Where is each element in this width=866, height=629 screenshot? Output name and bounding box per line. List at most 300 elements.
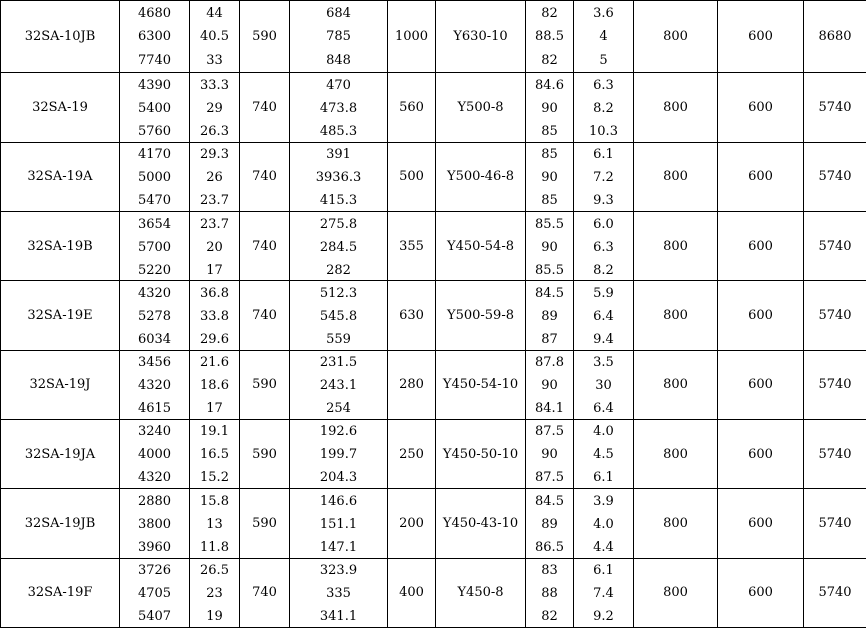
flow-cell-stack bbox=[120, 282, 189, 349]
flow-cell bbox=[120, 1, 190, 73]
flow-cell bbox=[120, 142, 190, 211]
efficiency-cell-stack bbox=[526, 143, 573, 210]
head-cell-stack bbox=[190, 351, 239, 418]
head-cell-value: 40.5 bbox=[200, 29, 229, 45]
motor-model-cell-value: Y450-54-10 bbox=[442, 377, 519, 393]
flow-cell-value: 5400 bbox=[137, 100, 172, 116]
shaft-power-cell-stack bbox=[290, 420, 387, 487]
weight-cell bbox=[804, 281, 866, 350]
head-cell-stack bbox=[190, 74, 239, 141]
inlet-cell-value: 800 bbox=[663, 307, 688, 323]
head-cell-stack bbox=[190, 490, 239, 557]
model-cell-value: 32SA-19J bbox=[29, 377, 91, 393]
motor-power-cell bbox=[388, 558, 436, 627]
head-cell-stack bbox=[190, 559, 239, 626]
head-cell-value: 29.3 bbox=[200, 147, 229, 163]
npsh-cell-value: 3.9 bbox=[593, 493, 614, 509]
speed-cell bbox=[240, 1, 290, 73]
npsh-cell bbox=[574, 558, 634, 627]
npsh-cell-value: 8.2 bbox=[593, 262, 614, 278]
npsh-cell-value: 9.3 bbox=[593, 193, 614, 209]
inlet-cell bbox=[634, 489, 718, 558]
flow-cell-stack bbox=[120, 351, 189, 418]
efficiency-cell-value: 87.8 bbox=[535, 355, 564, 371]
weight-cell bbox=[804, 350, 866, 419]
flow-cell-stack bbox=[120, 420, 189, 487]
weight-cell-value: 8680 bbox=[818, 29, 852, 45]
shaft-power-cell-value: 470 bbox=[326, 77, 351, 93]
flow-cell-value: 3800 bbox=[137, 516, 172, 532]
shaft-power-cell-value: 323.9 bbox=[319, 563, 358, 579]
shaft-power-cell-stack bbox=[290, 74, 387, 141]
efficiency-cell-value: 87.5 bbox=[535, 424, 564, 440]
flow-cell-value: 3240 bbox=[137, 424, 172, 440]
flow-cell-stack bbox=[120, 74, 189, 141]
efficiency-cell-value: 90 bbox=[541, 378, 558, 394]
efficiency-cell bbox=[526, 142, 574, 211]
efficiency-cell-value: 82 bbox=[541, 609, 558, 625]
npsh-cell bbox=[574, 73, 634, 142]
npsh-cell-stack bbox=[574, 490, 633, 557]
efficiency-cell-value: 90 bbox=[541, 239, 558, 255]
model-cell bbox=[1, 73, 120, 142]
model-cell bbox=[1, 419, 120, 488]
model-cell bbox=[1, 1, 120, 73]
speed-cell-value: 590 bbox=[252, 515, 277, 531]
shaft-power-cell-value: 151.1 bbox=[319, 516, 358, 532]
flow-cell bbox=[120, 281, 190, 350]
head-cell-value: 16.5 bbox=[200, 447, 229, 463]
motor-model-cell bbox=[436, 558, 526, 627]
inlet-cell-value: 800 bbox=[663, 515, 688, 531]
inlet-cell bbox=[634, 281, 718, 350]
efficiency-cell-value: 82 bbox=[541, 52, 558, 68]
efficiency-cell-stack bbox=[526, 213, 573, 280]
outlet-cell-value: 600 bbox=[748, 307, 773, 323]
shaft-power-cell bbox=[290, 212, 388, 281]
head-cell-stack bbox=[190, 213, 239, 280]
npsh-cell-value: 4.0 bbox=[593, 424, 614, 440]
efficiency-cell-stack bbox=[526, 559, 573, 626]
npsh-cell bbox=[574, 1, 634, 73]
inlet-cell-value: 800 bbox=[663, 585, 688, 601]
head-cell bbox=[190, 281, 240, 350]
shaft-power-cell bbox=[290, 489, 388, 558]
model-cell-value: 32SA-19B bbox=[27, 238, 93, 254]
speed-cell bbox=[240, 142, 290, 211]
head-cell-value: 23.7 bbox=[200, 216, 229, 232]
flow-cell-value: 5000 bbox=[137, 170, 172, 186]
shaft-power-cell-value: 199.7 bbox=[319, 447, 358, 463]
npsh-cell-stack bbox=[574, 351, 633, 418]
efficiency-cell-value: 86.5 bbox=[535, 539, 564, 555]
motor-model-cell bbox=[436, 1, 526, 73]
efficiency-cell-stack bbox=[526, 74, 573, 141]
inlet-cell-value: 800 bbox=[663, 446, 688, 462]
npsh-cell-value: 6.1 bbox=[593, 563, 614, 579]
motor-model-cell-value: Y630-10 bbox=[453, 29, 508, 45]
flow-cell bbox=[120, 558, 190, 627]
npsh-cell-value: 9.2 bbox=[593, 609, 614, 625]
npsh-cell bbox=[574, 489, 634, 558]
head-cell-value: 23 bbox=[206, 586, 223, 602]
npsh-cell-stack bbox=[574, 74, 633, 141]
outlet-cell bbox=[718, 73, 804, 142]
motor-model-cell-value: Y450-50-10 bbox=[442, 446, 519, 462]
flow-cell-value: 3456 bbox=[137, 355, 172, 371]
flow-cell-value: 4320 bbox=[137, 285, 172, 301]
flow-cell-stack bbox=[120, 2, 189, 72]
table-row bbox=[1, 281, 866, 350]
motor-power-cell bbox=[388, 419, 436, 488]
motor-model-cell-value: Y500-46-8 bbox=[447, 169, 514, 185]
motor-model-cell bbox=[436, 73, 526, 142]
outlet-cell-value: 600 bbox=[748, 169, 773, 185]
motor-power-cell bbox=[388, 489, 436, 558]
flow-cell-value: 4320 bbox=[137, 378, 172, 394]
efficiency-cell-value: 88 bbox=[541, 586, 558, 602]
head-cell-value: 19 bbox=[206, 609, 223, 625]
outlet-cell bbox=[718, 142, 804, 211]
motor-power-cell-value: 200 bbox=[399, 515, 424, 531]
weight-cell bbox=[804, 489, 866, 558]
weight-cell-value: 5740 bbox=[818, 585, 852, 601]
head-cell-value: 17 bbox=[206, 262, 223, 278]
efficiency-cell-value: 88.5 bbox=[535, 29, 564, 45]
speed-cell-value: 740 bbox=[252, 238, 277, 254]
efficiency-cell-value: 84.5 bbox=[535, 493, 564, 509]
flow-cell bbox=[120, 73, 190, 142]
weight-cell bbox=[804, 212, 866, 281]
motor-power-cell-value: 500 bbox=[399, 169, 424, 185]
model-cell-value: 32SA-19F bbox=[27, 585, 93, 601]
model-cell bbox=[1, 212, 120, 281]
head-cell-value: 29.6 bbox=[200, 331, 229, 347]
head-cell-value: 20 bbox=[206, 239, 223, 255]
shaft-power-cell bbox=[290, 1, 388, 73]
efficiency-cell-value: 90 bbox=[541, 100, 558, 116]
outlet-cell bbox=[718, 558, 804, 627]
npsh-cell-value: 9.4 bbox=[593, 331, 614, 347]
motor-model-cell bbox=[436, 419, 526, 488]
speed-cell bbox=[240, 212, 290, 281]
inlet-cell bbox=[634, 1, 718, 73]
npsh-cell-value: 7.4 bbox=[593, 586, 614, 602]
model-cell bbox=[1, 281, 120, 350]
head-cell-value: 33.3 bbox=[200, 77, 229, 93]
npsh-cell-value: 6.3 bbox=[593, 77, 614, 93]
npsh-cell-stack bbox=[574, 282, 633, 349]
efficiency-cell-value: 85 bbox=[541, 147, 558, 163]
efficiency-cell-stack bbox=[526, 351, 573, 418]
outlet-cell-value: 600 bbox=[748, 585, 773, 601]
motor-model-cell-value: Y500-59-8 bbox=[447, 307, 514, 323]
efficiency-cell bbox=[526, 1, 574, 73]
weight-cell bbox=[804, 1, 866, 73]
npsh-cell-value: 8.2 bbox=[593, 100, 614, 116]
model-cell-value: 32SA-19JA bbox=[24, 446, 96, 462]
motor-power-cell-value: 560 bbox=[399, 100, 424, 115]
head-cell-value: 21.6 bbox=[200, 355, 229, 371]
flow-cell-stack bbox=[120, 559, 189, 626]
efficiency-cell bbox=[526, 419, 574, 488]
efficiency-cell bbox=[526, 212, 574, 281]
outlet-cell bbox=[718, 419, 804, 488]
shaft-power-cell-value: 243.1 bbox=[319, 378, 358, 394]
flow-cell bbox=[120, 212, 190, 281]
shaft-power-cell-value: 391 bbox=[326, 147, 351, 163]
motor-model-cell-value: Y500-8 bbox=[457, 100, 504, 115]
shaft-power-cell-value: 785 bbox=[326, 29, 351, 45]
inlet-cell-value: 800 bbox=[663, 169, 688, 185]
motor-power-cell bbox=[388, 1, 436, 73]
npsh-cell bbox=[574, 212, 634, 281]
head-cell-stack bbox=[190, 2, 239, 72]
efficiency-cell-value: 90 bbox=[541, 447, 558, 463]
weight-cell-value: 5740 bbox=[818, 100, 852, 115]
shaft-power-cell-stack bbox=[290, 2, 387, 72]
flow-cell-value: 3726 bbox=[137, 563, 172, 579]
motor-model-cell bbox=[436, 350, 526, 419]
motor-model-cell bbox=[436, 281, 526, 350]
flow-cell-value: 5278 bbox=[137, 308, 172, 324]
flow-cell bbox=[120, 489, 190, 558]
npsh-cell-value: 30 bbox=[595, 378, 612, 394]
model-cell-value: 32SA-19A bbox=[27, 169, 93, 185]
shaft-power-cell-value: 545.8 bbox=[319, 308, 358, 324]
npsh-cell-value: 4.5 bbox=[593, 447, 614, 463]
inlet-cell-value: 800 bbox=[663, 29, 688, 45]
motor-power-cell bbox=[388, 142, 436, 211]
shaft-power-cell-value: 335 bbox=[326, 586, 351, 602]
motor-model-cell-value: Y450-54-8 bbox=[447, 238, 514, 254]
speed-cell-value: 740 bbox=[252, 307, 277, 323]
head-cell-value: 26.5 bbox=[200, 563, 229, 579]
efficiency-cell-value: 85 bbox=[541, 123, 558, 139]
inlet-cell bbox=[634, 350, 718, 419]
weight-cell-value: 5740 bbox=[818, 515, 852, 531]
outlet-cell-value: 600 bbox=[748, 100, 773, 115]
shaft-power-cell-value: 485.3 bbox=[319, 123, 358, 139]
flow-cell-value: 4615 bbox=[137, 401, 172, 417]
shaft-power-cell-value: 559 bbox=[326, 331, 351, 347]
npsh-cell-stack bbox=[574, 559, 633, 626]
speed-cell bbox=[240, 419, 290, 488]
head-cell bbox=[190, 558, 240, 627]
inlet-cell-value: 800 bbox=[663, 238, 688, 254]
table-row bbox=[1, 142, 866, 211]
efficiency-cell bbox=[526, 489, 574, 558]
flow-cell-value: 7740 bbox=[137, 52, 172, 68]
npsh-cell-value: 6.3 bbox=[593, 239, 614, 255]
shaft-power-cell-value: 415.3 bbox=[319, 193, 358, 209]
npsh-cell-value: 4 bbox=[599, 29, 608, 45]
motor-model-cell bbox=[436, 212, 526, 281]
table-row bbox=[1, 419, 866, 488]
inlet-cell bbox=[634, 142, 718, 211]
efficiency-cell-value: 85.5 bbox=[535, 216, 564, 232]
flow-cell bbox=[120, 350, 190, 419]
weight-cell-value: 5740 bbox=[818, 169, 852, 185]
npsh-cell bbox=[574, 142, 634, 211]
flow-cell-value: 6034 bbox=[137, 331, 172, 347]
table-row bbox=[1, 1, 866, 73]
npsh-cell-value: 4.4 bbox=[593, 539, 614, 555]
shaft-power-cell-value: 341.1 bbox=[319, 609, 358, 625]
flow-cell-stack bbox=[120, 143, 189, 210]
speed-cell bbox=[240, 350, 290, 419]
npsh-cell-value: 7.2 bbox=[593, 170, 614, 186]
flow-cell-stack bbox=[120, 490, 189, 557]
efficiency-cell bbox=[526, 350, 574, 419]
npsh-cell-value: 10.3 bbox=[589, 123, 618, 139]
efficiency-cell-stack bbox=[526, 2, 573, 72]
motor-model-cell bbox=[436, 142, 526, 211]
head-cell bbox=[190, 419, 240, 488]
outlet-cell bbox=[718, 350, 804, 419]
npsh-cell bbox=[574, 350, 634, 419]
efficiency-cell-value: 87.5 bbox=[535, 470, 564, 486]
flow-cell-value: 4000 bbox=[137, 447, 172, 463]
motor-power-cell-value: 280 bbox=[399, 377, 424, 393]
weight-cell bbox=[804, 419, 866, 488]
npsh-cell-value: 6.1 bbox=[593, 147, 614, 163]
weight-cell bbox=[804, 73, 866, 142]
table-row bbox=[1, 350, 866, 419]
head-cell-value: 29 bbox=[206, 100, 223, 116]
shaft-power-cell-value: 284.5 bbox=[319, 239, 358, 255]
head-cell-value: 26.3 bbox=[200, 123, 229, 139]
speed-cell bbox=[240, 281, 290, 350]
flow-cell-value: 5760 bbox=[137, 123, 172, 139]
efficiency-cell-stack bbox=[526, 490, 573, 557]
head-cell bbox=[190, 489, 240, 558]
head-cell-value: 11.8 bbox=[200, 539, 229, 555]
flow-cell-value: 4320 bbox=[137, 470, 172, 486]
model-cell-value: 32SA-10JB bbox=[24, 29, 96, 45]
npsh-cell-stack bbox=[574, 213, 633, 280]
outlet-cell-value: 600 bbox=[748, 238, 773, 254]
npsh-cell-stack bbox=[574, 420, 633, 487]
efficiency-cell-value: 84.5 bbox=[535, 285, 564, 301]
inlet-cell bbox=[634, 558, 718, 627]
motor-power-cell-value: 630 bbox=[399, 307, 424, 323]
model-cell bbox=[1, 142, 120, 211]
npsh-cell bbox=[574, 281, 634, 350]
shaft-power-cell-stack bbox=[290, 351, 387, 418]
shaft-power-cell-stack bbox=[290, 143, 387, 210]
npsh-cell-value: 6.1 bbox=[593, 470, 614, 486]
weight-cell-value: 5740 bbox=[818, 238, 852, 254]
outlet-cell bbox=[718, 281, 804, 350]
flow-cell-value: 4170 bbox=[137, 147, 172, 163]
npsh-cell-stack bbox=[574, 2, 633, 72]
shaft-power-cell bbox=[290, 419, 388, 488]
outlet-cell bbox=[718, 212, 804, 281]
head-cell-value: 18.6 bbox=[200, 378, 229, 394]
shaft-power-cell-value: 254 bbox=[326, 401, 351, 417]
motor-power-cell bbox=[388, 350, 436, 419]
weight-cell-value: 5740 bbox=[818, 307, 852, 323]
weight-cell-value: 5740 bbox=[818, 377, 852, 393]
table-row bbox=[1, 489, 866, 558]
npsh-cell-value: 5.9 bbox=[593, 285, 614, 301]
head-cell bbox=[190, 142, 240, 211]
shaft-power-cell-value: 231.5 bbox=[319, 355, 358, 371]
speed-cell-value: 590 bbox=[252, 446, 277, 462]
head-cell-value: 13 bbox=[206, 516, 223, 532]
model-cell bbox=[1, 489, 120, 558]
head-cell-value: 15.2 bbox=[200, 470, 229, 486]
weight-cell bbox=[804, 142, 866, 211]
motor-power-cell bbox=[388, 73, 436, 142]
head-cell-value: 19.1 bbox=[200, 424, 229, 440]
efficiency-cell-value: 89 bbox=[541, 516, 558, 532]
efficiency-cell-value: 85.5 bbox=[535, 262, 564, 278]
head-cell bbox=[190, 1, 240, 73]
efficiency-cell-value: 89 bbox=[541, 308, 558, 324]
flow-cell-value: 5220 bbox=[137, 262, 172, 278]
speed-cell-value: 740 bbox=[252, 585, 277, 601]
head-cell-value: 36.8 bbox=[200, 285, 229, 301]
table-row bbox=[1, 558, 866, 627]
efficiency-cell bbox=[526, 281, 574, 350]
motor-model-cell bbox=[436, 489, 526, 558]
flow-cell-value: 3960 bbox=[137, 539, 172, 555]
speed-cell-value: 740 bbox=[252, 169, 277, 185]
npsh-cell-value: 6.4 bbox=[593, 401, 614, 417]
speed-cell bbox=[240, 489, 290, 558]
inlet-cell-value: 800 bbox=[663, 377, 688, 393]
model-cell-value: 32SA-19 bbox=[32, 100, 88, 115]
outlet-cell-value: 600 bbox=[748, 377, 773, 393]
model-cell bbox=[1, 558, 120, 627]
head-cell-value: 33 bbox=[206, 52, 223, 68]
shaft-power-cell bbox=[290, 73, 388, 142]
motor-power-cell-value: 400 bbox=[399, 585, 424, 601]
shaft-power-cell-stack bbox=[290, 213, 387, 280]
shaft-power-cell-value: 512.3 bbox=[319, 285, 358, 301]
outlet-cell bbox=[718, 1, 804, 73]
head-cell-value: 17 bbox=[206, 401, 223, 417]
flow-cell-value: 5407 bbox=[137, 609, 172, 625]
flow-cell-value: 5470 bbox=[137, 193, 172, 209]
flow-cell-value: 2880 bbox=[137, 493, 172, 509]
shaft-power-cell-value: 684 bbox=[326, 5, 351, 21]
motor-power-cell-value: 1000 bbox=[394, 29, 429, 45]
efficiency-cell bbox=[526, 558, 574, 627]
efficiency-cell-value: 85 bbox=[541, 193, 558, 209]
outlet-cell-value: 600 bbox=[748, 515, 773, 531]
shaft-power-cell-stack bbox=[290, 490, 387, 557]
table-row bbox=[1, 212, 866, 281]
head-cell-stack bbox=[190, 420, 239, 487]
flow-cell-stack bbox=[120, 213, 189, 280]
inlet-cell-value: 800 bbox=[663, 100, 688, 115]
inlet-cell bbox=[634, 73, 718, 142]
shaft-power-cell-value: 146.6 bbox=[319, 493, 358, 509]
flow-cell-value: 5700 bbox=[137, 239, 172, 255]
shaft-power-cell bbox=[290, 281, 388, 350]
outlet-cell-value: 600 bbox=[748, 446, 773, 462]
model-cell-value: 32SA-19JB bbox=[24, 515, 96, 531]
shaft-power-cell-value: 473.8 bbox=[319, 100, 358, 116]
flow-cell-value: 6300 bbox=[137, 29, 172, 45]
shaft-power-cell-stack bbox=[290, 282, 387, 349]
efficiency-cell-value: 84.6 bbox=[535, 77, 564, 93]
motor-power-cell-value: 250 bbox=[399, 446, 424, 462]
table-body bbox=[1, 1, 866, 628]
